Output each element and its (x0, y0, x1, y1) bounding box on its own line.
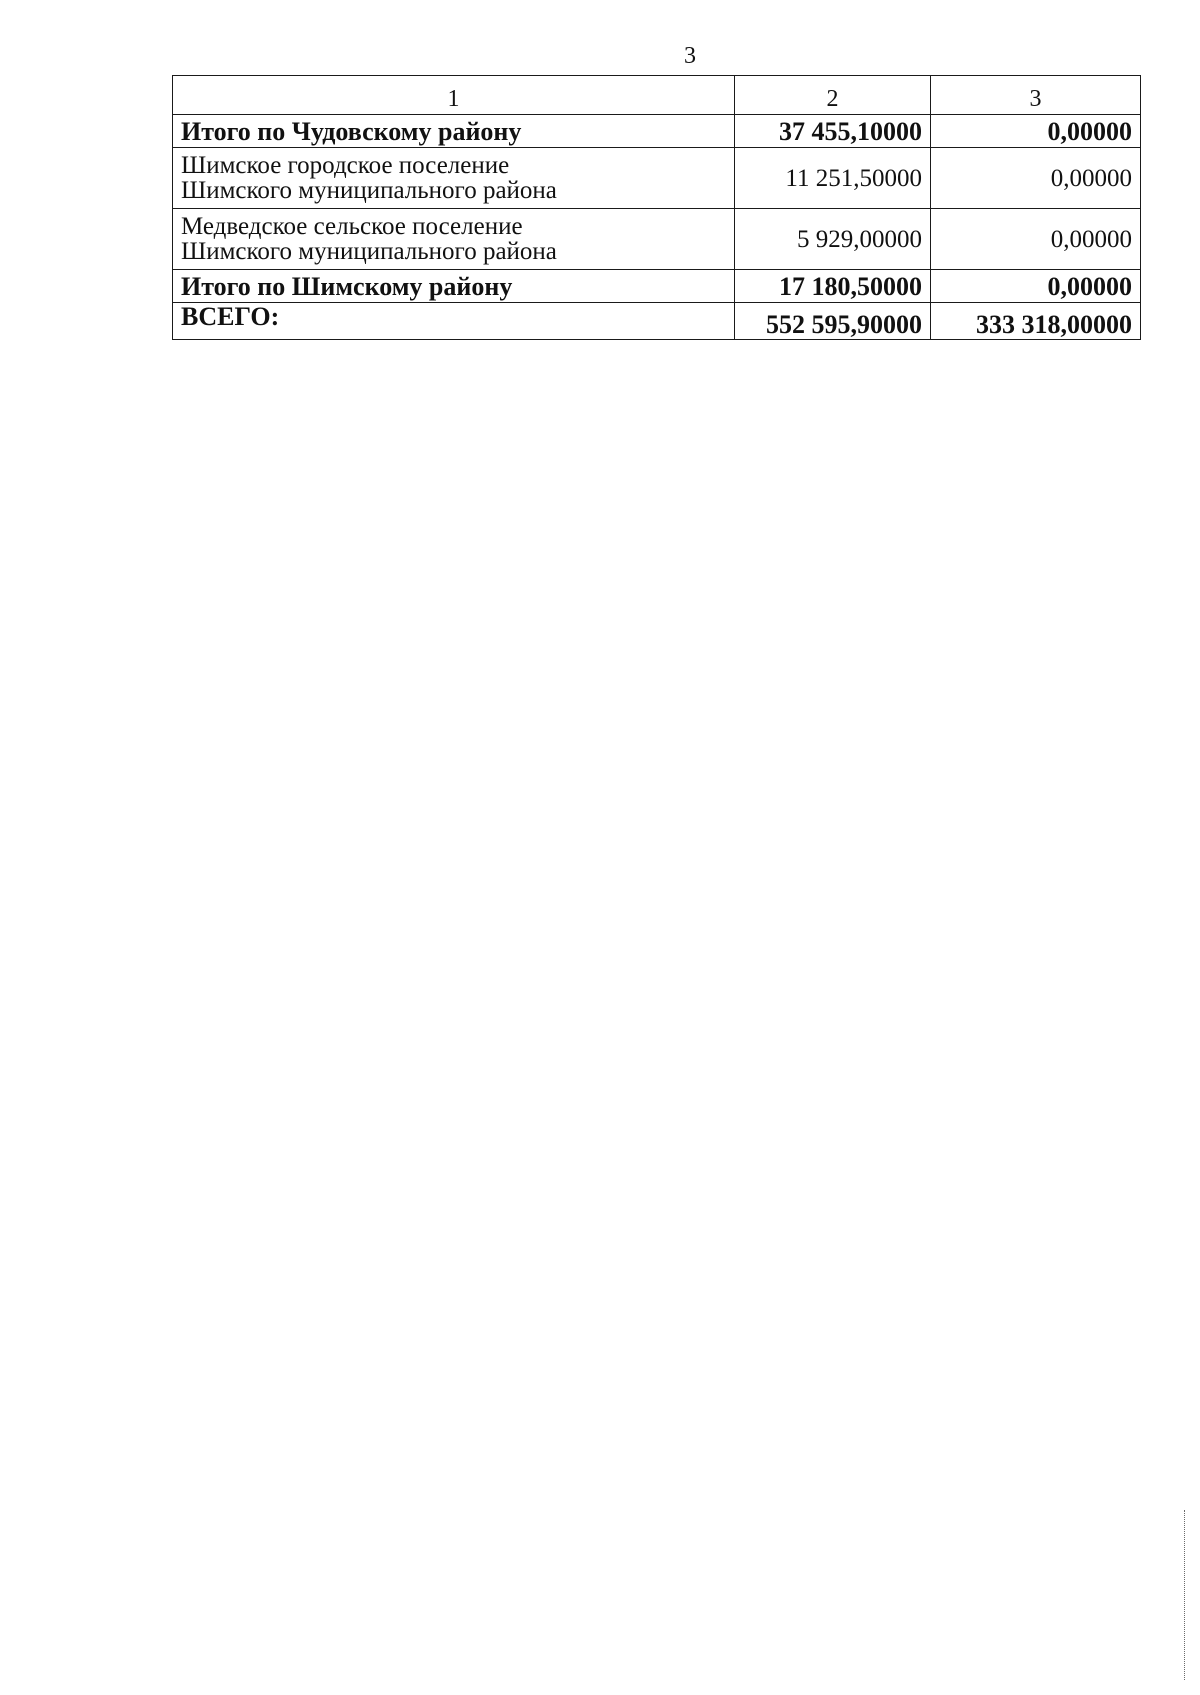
table-row-shimsk-urban (173, 148, 1141, 209)
row-name-line-2: Шимского муниципального района (181, 238, 557, 265)
row-value-col2: 552 595,90000 (735, 303, 931, 340)
row-value-col3: 0,00000 (931, 270, 1141, 303)
row-value-col2: 37 455,10000 (735, 115, 931, 148)
row-name-cell (173, 270, 735, 303)
budget-table (172, 75, 1141, 340)
scan-edge-mark (1184, 1510, 1186, 1680)
column-number-2: 2 (735, 76, 931, 115)
row-name-line-1: Медведское сельское поселение (181, 213, 523, 240)
table-row-total-shimsk (173, 270, 1141, 303)
row-name-cell (173, 148, 735, 209)
row-value-col2: 11 251,50000 (735, 148, 931, 209)
row-value-col3: 333 318,00000 (931, 303, 1141, 340)
table-row-total-chudovo (173, 115, 1141, 148)
row-value-col3: 0,00000 (931, 115, 1141, 148)
table-header-row (173, 76, 1141, 115)
column-number-3: 3 (931, 76, 1141, 115)
column-number-1: 1 (173, 76, 735, 115)
row-value-col2: 5 929,00000 (735, 209, 931, 270)
row-value-col3: 0,00000 (931, 209, 1141, 270)
row-name-cell (173, 115, 735, 148)
page-number: 3 (684, 43, 696, 69)
row-value-col2: 17 180,50000 (735, 270, 931, 303)
row-name-text: Итого по Шимскому району (181, 271, 513, 301)
table-row-grand-total (173, 303, 1141, 340)
row-name-line-1: Шимское городское поселение (181, 152, 510, 179)
row-name-cell (173, 303, 735, 340)
row-name-text: ВСЕГО: (181, 302, 280, 331)
row-name-line-2: Шимского муниципального района (181, 177, 557, 204)
row-name-cell (173, 209, 735, 270)
row-name-text: Итого по Чудовскому району (181, 116, 522, 146)
row-value-col3: 0,00000 (931, 148, 1141, 209)
table-row-medved-rural (173, 209, 1141, 270)
